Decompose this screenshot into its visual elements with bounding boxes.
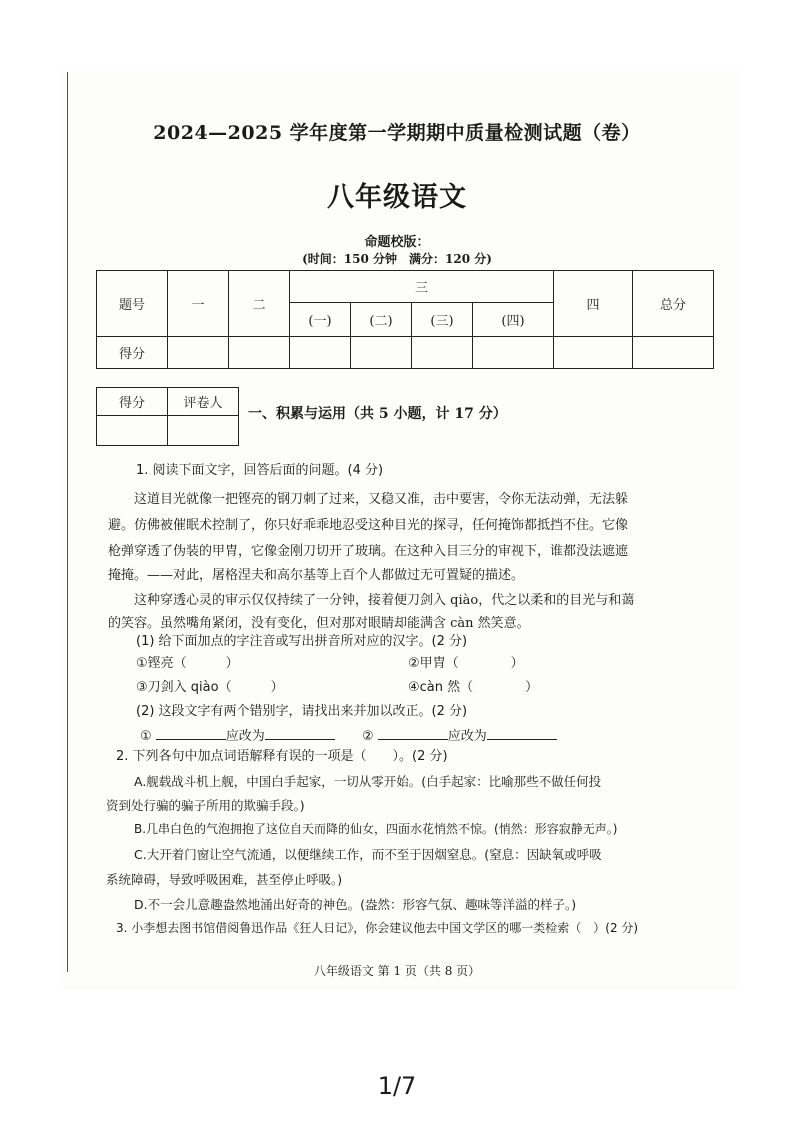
score-cell[interactable] [168,337,229,369]
q1-item-3: ③刀剑入 qiào（ ） [136,680,284,695]
score-cell[interactable] [290,337,351,369]
school-label: 命题校版： [364,235,430,250]
q1-item-4: ④càn 然（ ） [408,680,539,695]
grader-score-label: 得分 [97,388,168,416]
score-cell[interactable] [412,337,473,369]
sub-1-header: (一) [290,303,351,337]
fix-1-number: ① [140,729,152,744]
col-4-header: 四 [554,271,633,337]
q2-option-a-line2: 资到处行骗的骗子所用的欺骗手段。) [106,798,305,813]
subject-title: 八年级语文 [327,182,467,213]
q1-para1-line3: 枪弹穿透了伪装的甲胄，它像金刚刀切开了玻璃。在这种入目三分的审视下，谁都没法遮遮 [108,544,629,559]
q1-para1-line4: 掩掩。——对此，屠格涅夫和高尔基等上百个人都做过无可置疑的描述。 [108,568,525,583]
fix-1-wrong-blank[interactable] [156,727,226,740]
score-cell[interactable] [473,337,554,369]
score-table [96,270,714,369]
fix-2-number: ② [362,729,374,744]
fix-2-label: 应改为 [447,729,487,744]
sub-3-header: (三) [412,303,473,337]
q2-option-c-line2: 系统障碍，导致呼吸困难，甚至停止呼吸。) [106,872,343,887]
fix-1-correct-blank[interactable] [265,727,335,740]
q2-option-b: B.几串白色的气泡拥抱了这位自天而降的仙女，四面水花悄然不惊。(悄然：形容寂静无声。) [134,822,618,836]
grader-table [96,387,239,446]
q1-fix-1 [140,727,335,745]
score-cell[interactable] [351,337,412,369]
row-header-cell: 题号 [97,271,168,337]
col-2-header: 二 [229,271,290,337]
q1-para2-line2: 的笑容。虽然嘴角紧闭，没有变化，但对那对眼睛却能满含 càn 然笑意。 [108,616,530,631]
q1-para2-line1: 这种穿透心灵的审示仅仅持续了一分钟，接着便刀剑入 qiào，代之以柔和的目光与和蔼 [134,593,635,608]
q1-item-2: ②甲胄（ ） [408,656,524,671]
q1-para1-line2: 避。仿佛被催眠术控制了，你只好乖乖地忍受这种目光的探寻，任何掩饰都抵挡不住。它像 [108,518,629,533]
sub-4-header: (四) [473,303,554,337]
q1-sub2-stem: (2) 这段文字有两个错别字，请找出来并加以改正。(2 分) [136,704,468,719]
score-cell[interactable] [554,337,633,369]
q1-fix-2 [362,727,557,745]
score-row-label: 得分 [97,337,168,369]
q1-sub1-stem: (1) 给下面加点的字注音或写出拼音所对应的汉字。(2 分) [136,634,468,649]
score-cell[interactable] [633,337,714,369]
q1-para1-line1: 这道目光就像一把铿亮的钢刀刺了过来，又稳又准，击中要害，令你无法动弹，无法躲 [134,492,629,507]
q2-option-c-line1: C.大开着门窗让空气流通，以便继续工作，而不至于因烟窒息。(窒息：因缺氧或呼吸 [134,847,602,862]
grader-name-cell[interactable] [168,416,239,446]
sub-2-header: (二) [351,303,412,337]
grader-label: 评卷人 [168,388,239,416]
q1-stem: 1. 阅读下面文字，回答后面的问题。(4 分) [136,463,384,478]
q2-option-d: D.不一会儿意趣盎然地涌出好奇的神色。(盎然：形容气氛、趣味等洋溢的样子。) [134,897,577,912]
col-1-header: 一 [168,271,229,337]
col-3-header: 三 [290,271,554,303]
page-footer: 八年级语文 第 1 页（共 8 页） [313,964,481,978]
q2-stem: 2. 下列各句中加点词语解释有误的一项是（ ）。(2 分) [116,749,448,764]
q1-item-1: ①铿亮（ ） [136,656,239,671]
score-cell[interactable] [229,337,290,369]
fix-1-label: 应改为 [225,729,265,744]
time-info: (时间：150 分钟 满分：120 分) [302,252,492,266]
exam-title: 2024—2025 学年度第一学期期中质量检测试题（卷） [153,122,641,144]
page-indicator: 1/7 [377,1072,417,1100]
total-header: 总分 [633,271,714,337]
q2-option-a-line1: A.舰载战斗机上舰，中国白手起家，一切从零开始。(白手起家：比喻那些不做任何投 [134,774,602,789]
q3-stem: 3. 小李想去图书馆借阅鲁迅作品《狂人日记》，你会建议他去中国文学区的哪一类检索（ ）(2 分) [116,921,639,935]
grader-score-cell[interactable] [97,416,168,446]
fix-2-correct-blank[interactable] [487,727,557,740]
fix-2-wrong-blank[interactable] [378,727,448,740]
section-1-title: 一、积累与运用（共 5 小题，计 17 分） [248,406,507,422]
